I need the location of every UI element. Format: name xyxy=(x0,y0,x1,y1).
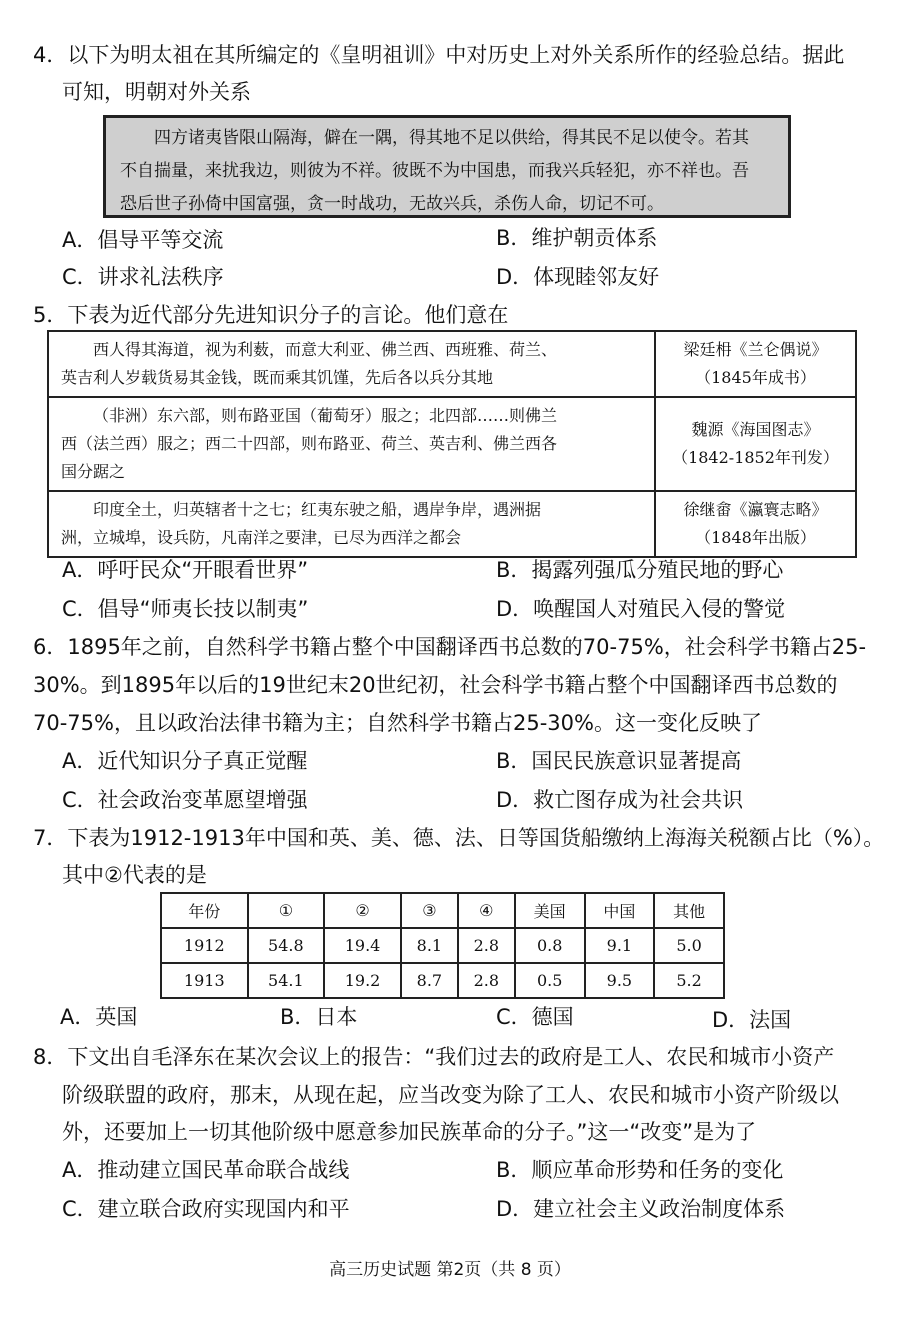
option-7b[interactable]: B．日本 xyxy=(280,1005,358,1029)
option-4d[interactable]: D．体现睦邻友好 xyxy=(496,265,660,289)
table-cell: 2.8 xyxy=(458,963,515,998)
table-cell: 19.4 xyxy=(324,928,401,963)
source-date: （1842-1852年刊发） xyxy=(672,448,839,467)
table-row xyxy=(48,397,856,491)
source-cell xyxy=(655,397,856,491)
option-4a[interactable]: A．倡导平等交流 xyxy=(62,228,224,252)
quotes-table xyxy=(47,330,857,558)
option-8b[interactable]: B．顺应革命形势和任务的变化 xyxy=(496,1158,784,1182)
question-6-stem-line-2: 30%。到1895年以后的19世纪末20世纪初，社会科学书籍占整个中国翻译西书总数的 xyxy=(33,673,838,697)
quote-line-3: 恐后世子孙倚中国富强，贪一时战功，无故兴兵，杀伤人命，切记不可。 xyxy=(120,194,664,214)
table-cell: 5.2 xyxy=(654,963,724,998)
table-header-row xyxy=(161,893,724,928)
quote-cell xyxy=(48,491,655,557)
table-cell: 54.1 xyxy=(248,963,325,998)
table-cell: 1913 xyxy=(161,963,248,998)
question-7-stem-line-2: 其中②代表的是 xyxy=(62,863,207,887)
source-date: （1845年成书） xyxy=(695,368,816,387)
column-header: 中国 xyxy=(585,893,655,928)
quote-line-1: 四方诸夷皆限山隔海，僻在一隅，得其地不足以供给，得其民不足以使令。若其 xyxy=(154,128,749,148)
table-cell: 19.2 xyxy=(324,963,401,998)
source-title: 梁廷枏《兰仑偶说》 xyxy=(683,340,828,359)
table-row xyxy=(161,928,724,963)
quote-text: 印度全土，归英辖者十之七；红夷东驶之船，遇岸争岸，遇洲据 xyxy=(93,500,542,519)
question-8-stem-line-3: 外，还要加上一切其他阶级中愿意参加民族革命的分子。”这一“改变”是为了 xyxy=(62,1120,757,1144)
table-cell: 0.8 xyxy=(515,928,585,963)
option-5b[interactable]: B．揭露列强瓜分殖民地的野心 xyxy=(496,558,784,582)
table-row xyxy=(161,963,724,998)
table-cell: 2.8 xyxy=(458,928,515,963)
question-7-stem-line-1: 7．下表为1912-1913年中国和英、美、德、法、日等国货船缴纳上海海关税额占比（%）。 xyxy=(33,826,885,850)
table-cell: 9.5 xyxy=(585,963,655,998)
option-4c[interactable]: C．讲求礼法秩序 xyxy=(62,265,224,289)
table-cell: 5.0 xyxy=(654,928,724,963)
question-4-stem-line-2: 可知，明朝对外关系 xyxy=(62,80,251,104)
table-cell: 9.1 xyxy=(585,928,655,963)
table-row xyxy=(48,491,856,557)
option-5d[interactable]: D．唤醒国人对殖民入侵的警觉 xyxy=(496,597,786,621)
option-8d[interactable]: D．建立社会主义政治制度体系 xyxy=(496,1197,786,1221)
table-cell: 1912 xyxy=(161,928,248,963)
option-8a[interactable]: A．推动建立国民革命联合战线 xyxy=(62,1158,350,1182)
quote-cell xyxy=(48,397,655,491)
table-cell: 0.5 xyxy=(515,963,585,998)
quote-text: （非洲）东六部，则布路亚国（葡萄牙）服之；北四部……则佛兰 xyxy=(93,406,558,425)
quote-text: 西人得其海道，视为利薮，而意大利亚、佛兰西、西班雅、荷兰、 xyxy=(93,340,558,359)
question-6-stem-line-3: 70-75%，且以政治法律书籍为主；自然科学书籍占25-30%。这一变化反映了 xyxy=(33,711,762,735)
quote-text: 国分踞之 xyxy=(61,462,126,481)
option-6b[interactable]: B．国民民族意识显著提高 xyxy=(496,749,742,773)
question-8-stem-line-2: 阶级联盟的政府，那末，从现在起，应当改变为除了工人、农民和城市小资产阶级以 xyxy=(62,1083,839,1107)
question-8-stem-line-1: 8．下文出自毛泽东在某次会议上的报告：“我们过去的政府是工人、农民和城市小资产 xyxy=(33,1045,835,1069)
question-6-stem-line-1: 6．1895年之前，自然科学书籍占整个中国翻译西书总数的70-75%，社会科学书籍占25- xyxy=(33,635,867,659)
quote-text: 西（法兰西）服之；西二十四部，则布路亚、荷兰、英吉利、佛兰西各 xyxy=(61,434,558,453)
question-4-stem-line-1: 4．以下为明太祖在其所编定的《皇明祖训》中对历史上对外关系所作的经验总结。据此 xyxy=(33,43,845,67)
table-cell: 8.1 xyxy=(401,928,458,963)
column-header: 其他 xyxy=(654,893,724,928)
source-title: 魏源《海国图志》 xyxy=(691,420,820,439)
column-header: 美国 xyxy=(515,893,585,928)
source-cell xyxy=(655,331,856,397)
quote-cell xyxy=(48,331,655,397)
column-header: ③ xyxy=(401,893,458,928)
quote-line-2: 不自揣量，来扰我边，则彼为不祥。彼既不为中国患，而我兴兵轻犯，亦不祥也。吾 xyxy=(120,161,749,181)
table-cell: 8.7 xyxy=(401,963,458,998)
quote-text: 洲，立城埠，设兵防，凡南洋之要津，已尽为西洋之都会 xyxy=(61,528,462,547)
source-title: 徐继畲《瀛寰志略》 xyxy=(683,500,828,519)
quote-text: 英吉利人岁载货易其金钱，既而乘其饥馑，先后各以兵分其地 xyxy=(61,368,494,387)
option-4b[interactable]: B．维护朝贡体系 xyxy=(496,226,658,250)
table-row xyxy=(48,331,856,397)
source-cell xyxy=(655,491,856,557)
option-7a[interactable]: A．英国 xyxy=(60,1005,138,1029)
option-6a[interactable]: A．近代知识分子真正觉醒 xyxy=(62,749,308,773)
column-header: ① xyxy=(248,893,325,928)
option-7d[interactable]: D．法国 xyxy=(712,1008,792,1032)
question-4-quote-box xyxy=(103,115,791,218)
column-header: ④ xyxy=(458,893,515,928)
tax-share-table xyxy=(160,892,725,999)
table-cell: 54.8 xyxy=(248,928,325,963)
option-5a[interactable]: A．呼吁民众“开眼看世界” xyxy=(62,558,309,582)
option-6d[interactable]: D．救亡图存成为社会共识 xyxy=(496,788,744,812)
option-6c[interactable]: C．社会政治变革愿望增强 xyxy=(62,788,308,812)
page-footer: 高三历史试题 第2页（共 8 页） xyxy=(329,1260,571,1280)
option-8c[interactable]: C．建立联合政府实现国内和平 xyxy=(62,1197,350,1221)
source-date: （1848年出版） xyxy=(695,528,816,547)
column-header: 年份 xyxy=(161,893,248,928)
option-5c[interactable]: C．倡导“师夷长技以制夷” xyxy=(62,597,309,621)
option-7c[interactable]: C．德国 xyxy=(496,1005,574,1029)
column-header: ② xyxy=(324,893,401,928)
question-5-stem: 5．下表为近代部分先进知识分子的言论。他们意在 xyxy=(33,303,509,327)
